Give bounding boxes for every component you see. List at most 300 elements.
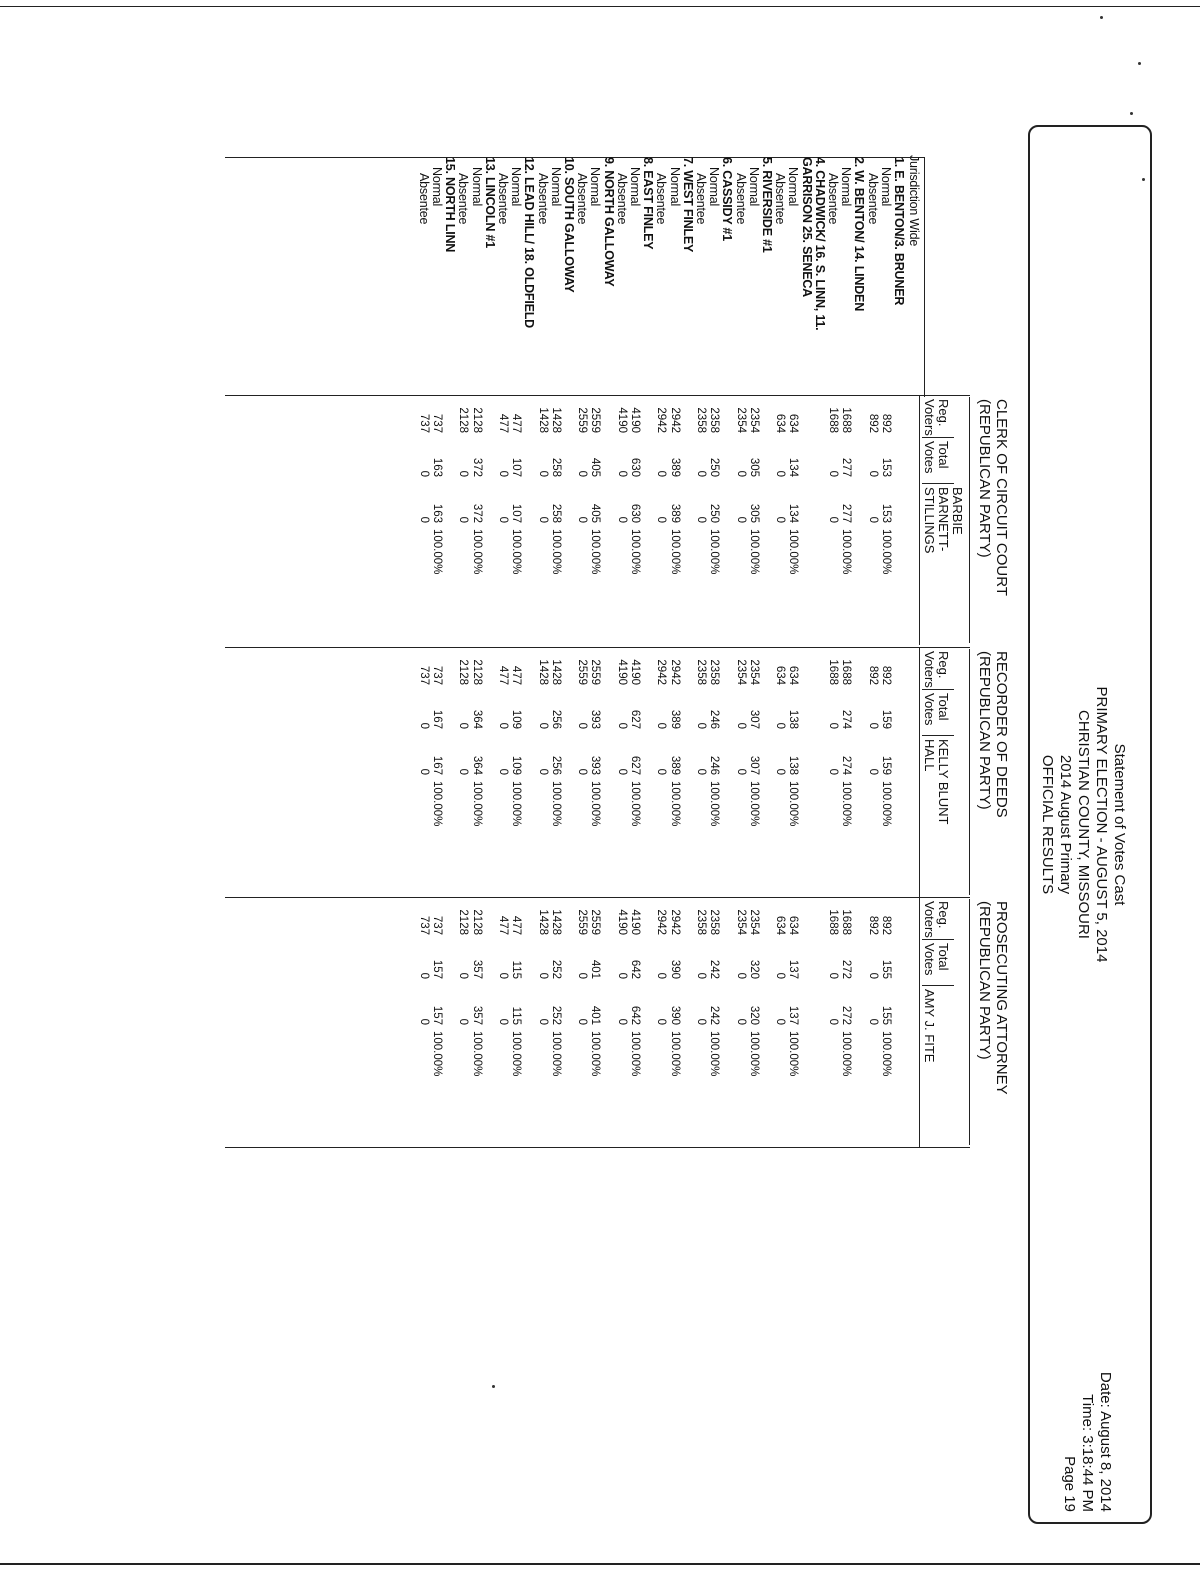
candidate-votes-value: 630 — [629, 503, 641, 523]
registered-voters-value: 2559 — [576, 407, 589, 433]
candidate-votes-value: 0 — [615, 516, 628, 523]
registered-voters-value: 1428 — [536, 407, 549, 433]
candidate-votes-value: 0 — [695, 516, 707, 523]
vote-type-label: Normal — [588, 167, 603, 207]
candidate-percent-value: 100.00% — [549, 781, 562, 827]
total-votes-value: 138 — [787, 709, 800, 729]
column-rule — [922, 689, 954, 690]
registered-voters-value: 892 — [879, 413, 892, 433]
total-votes-value: 0 — [695, 722, 707, 729]
candidate-votes-value: 167 — [431, 755, 443, 775]
registered-voters-value: 2128 — [470, 909, 483, 935]
column-rule — [922, 437, 954, 438]
reg-voters-header: Reg. — [936, 399, 951, 427]
candidate-percent-value: 100.00% — [589, 1031, 602, 1077]
vote-type-label: Absentee — [456, 173, 471, 225]
registered-voters-value: 892 — [879, 915, 892, 935]
candidate-percent-value: 100.00% — [879, 781, 892, 827]
jurisdiction-column-header: Jurisdiction Wide — [907, 155, 921, 247]
candidate-votes-value: 155 — [879, 1005, 892, 1025]
race-title: RECORDER OF DEEDS — [993, 651, 1010, 818]
jurisdiction-name: 5. RIVERSIDE #1 — [760, 157, 774, 253]
vote-type-label: Absentee — [496, 173, 510, 225]
candidate-votes-value: 138 — [787, 755, 800, 775]
candidate-percent-value: 100.00% — [668, 529, 681, 575]
registered-voters-value: 892 — [866, 665, 879, 685]
candidate-votes-value: 0 — [695, 1018, 707, 1025]
candidate-votes-value: 0 — [774, 768, 787, 775]
registered-voters-value: 892 — [879, 665, 892, 685]
registered-voters-value: 477 — [510, 915, 523, 935]
candidate-votes-value: 389 — [668, 503, 681, 523]
candidate-votes-value: 0 — [417, 1018, 430, 1025]
scan-speck — [1138, 62, 1141, 65]
registered-voters-value: 2354 — [734, 407, 747, 433]
total-votes-value: 252 — [549, 959, 562, 979]
total-votes-value: 0 — [497, 470, 509, 477]
candidate-votes-value: 274 — [840, 755, 853, 775]
candidate-votes-value: 401 — [589, 1005, 602, 1025]
registered-voters-value: 634 — [774, 915, 787, 935]
vote-type-label: Normal — [430, 167, 444, 207]
vote-type-label: Normal — [548, 167, 563, 207]
registered-voters-value: 2128 — [470, 659, 483, 685]
candidate-votes-value: 0 — [457, 768, 470, 775]
candidate-percent-value: 100.00% — [510, 529, 523, 575]
total-votes-value: 0 — [576, 722, 589, 729]
total-votes-value: 627 — [629, 709, 641, 729]
race-title: CLERK OF CIRCUIT COURT — [993, 399, 1010, 596]
candidate-votes-value: 0 — [457, 1018, 470, 1025]
registered-voters-value: 2358 — [695, 407, 707, 433]
registered-voters-value: 737 — [431, 915, 443, 935]
total-votes-value: 0 — [536, 722, 549, 729]
county-name: CHRISTIAN COUNTY, MISSOURI — [1075, 710, 1092, 939]
total-votes-value: 305 — [747, 457, 760, 477]
total-votes-value: 372 — [470, 457, 483, 477]
candidate-header: KELLY BLUNT — [936, 739, 951, 825]
registered-voters-value: 2358 — [708, 407, 721, 433]
candidate-votes-value: 157 — [431, 1005, 443, 1025]
race-title: PROSECUTING ATTORNEY — [993, 901, 1010, 1095]
scan-speck — [1100, 16, 1103, 19]
registered-voters-value: 1688 — [840, 909, 853, 935]
candidate-votes-value: 0 — [866, 1018, 879, 1025]
registered-voters-value: 2354 — [747, 659, 760, 685]
candidate-votes-value: 0 — [457, 516, 470, 523]
vote-type-label: Normal — [839, 167, 854, 207]
registered-voters-value: 2559 — [576, 659, 589, 685]
total-votes-value: 0 — [615, 972, 628, 979]
registered-voters-value: 4190 — [615, 659, 628, 685]
race-title-rule — [969, 649, 970, 895]
candidate-percent-value: 100.00% — [549, 1031, 562, 1077]
registered-voters-value: 477 — [510, 665, 523, 685]
candidate-votes-value: 0 — [536, 768, 549, 775]
total-votes-value: 307 — [747, 709, 760, 729]
registered-voters-value: 1688 — [827, 909, 839, 935]
candidate-votes-value: 153 — [879, 503, 892, 523]
registered-voters-value: 2942 — [668, 909, 681, 935]
race-title-rule — [969, 397, 970, 643]
total-votes-value: 256 — [549, 709, 562, 729]
total-votes-value: 0 — [457, 972, 470, 979]
candidate-votes-value: 627 — [629, 755, 641, 775]
candidate-votes-value: 0 — [655, 516, 668, 523]
registered-voters-value: 4190 — [629, 659, 641, 685]
registered-voters-value: 2942 — [668, 659, 681, 685]
registered-voters-value: 2128 — [457, 407, 470, 433]
registered-voters-value: 1428 — [549, 407, 562, 433]
registered-voters-value: 2942 — [655, 909, 668, 935]
reg-voters-header: Voters — [922, 901, 937, 938]
election-subtitle: 2014 August Primary — [1057, 754, 1074, 895]
registered-voters-value: 634 — [774, 665, 787, 685]
total-votes-value: 389 — [668, 457, 681, 477]
vote-type-label: Normal — [667, 167, 682, 207]
registered-voters-value: 1428 — [536, 909, 549, 935]
candidate-votes-value: 0 — [734, 516, 747, 523]
registered-voters-value: 4190 — [615, 909, 628, 935]
candidate-percent-value: 100.00% — [431, 529, 443, 575]
report-header-box — [1028, 125, 1152, 1524]
total-votes-header: Total — [936, 693, 951, 721]
candidate-percent-value: 100.00% — [629, 781, 641, 827]
candidate-percent-value: 100.00% — [747, 781, 760, 827]
total-votes-value: 0 — [827, 972, 839, 979]
candidate-votes-value: 0 — [536, 516, 549, 523]
registered-voters-value: 737 — [431, 413, 443, 433]
candidate-percent-value: 100.00% — [470, 781, 483, 827]
column-rule — [922, 985, 954, 986]
jurisdiction-name: 4. CHADWICK/ 16. S. LINN, 11. — [812, 157, 827, 331]
candidate-votes-value: 364 — [470, 755, 483, 775]
candidate-percent-value: 100.00% — [787, 781, 800, 827]
total-votes-value: 320 — [747, 959, 760, 979]
vote-type-label: Normal — [509, 167, 524, 207]
candidate-percent-value: 100.00% — [510, 1031, 523, 1077]
total-votes-value: 155 — [879, 959, 892, 979]
column-header-rule — [919, 647, 920, 897]
total-votes-header: Votes — [922, 943, 937, 976]
total-votes-value: 0 — [615, 722, 628, 729]
candidate-header: BARNETT- — [936, 487, 951, 552]
registered-voters-value: 1428 — [536, 659, 549, 685]
total-votes-value: 0 — [457, 722, 470, 729]
candidate-votes-value: 134 — [787, 503, 800, 523]
candidate-percent-value: 100.00% — [840, 781, 853, 827]
candidate-votes-value: 256 — [549, 755, 562, 775]
candidate-votes-value: 272 — [840, 1005, 853, 1025]
candidate-votes-value: 390 — [668, 1005, 681, 1025]
candidate-votes-value: 0 — [497, 516, 509, 523]
total-votes-value: 0 — [655, 972, 668, 979]
candidate-votes-value: 0 — [734, 768, 747, 775]
candidate-percent-value: 100.00% — [668, 1031, 681, 1077]
candidate-header: STILLINGS — [922, 487, 937, 554]
registered-voters-value: 1428 — [549, 909, 562, 935]
total-votes-value: 0 — [827, 470, 839, 477]
vote-type-label: Absentee — [694, 173, 708, 225]
candidate-votes-value: 0 — [827, 1018, 839, 1025]
registered-voters-value: 2358 — [708, 659, 721, 685]
reg-voters-header: Reg. — [936, 901, 951, 929]
candidate-percent-value: 100.00% — [629, 1031, 641, 1077]
candidate-percent-value: 100.00% — [840, 529, 853, 575]
total-votes-value: 0 — [457, 470, 470, 477]
total-votes-value: 157 — [431, 959, 443, 979]
jurisdiction-name: 8. EAST FINLEY — [641, 157, 656, 250]
vote-type-label: Absentee — [575, 173, 590, 225]
total-votes-value: 0 — [655, 722, 668, 729]
race-party: (REPUBLICAN PARTY) — [976, 651, 993, 810]
total-votes-value: 0 — [866, 972, 879, 979]
candidate-percent-value: 100.00% — [431, 1031, 443, 1077]
registered-voters-value: 2128 — [457, 909, 470, 935]
candidate-percent-value: 100.00% — [589, 529, 602, 575]
candidate-votes-value: 137 — [787, 1005, 800, 1025]
reg-voters-header: Voters — [922, 399, 937, 436]
registered-voters-value: 737 — [431, 665, 443, 685]
candidate-votes-value: 159 — [879, 755, 892, 775]
candidate-votes-value: 250 — [708, 503, 721, 523]
total-votes-value: 0 — [655, 470, 668, 477]
candidate-percent-value: 100.00% — [708, 529, 721, 575]
total-votes-value: 0 — [774, 470, 787, 477]
total-votes-value: 0 — [417, 722, 430, 729]
candidate-percent-value: 100.00% — [840, 1031, 853, 1077]
candidate-percent-value: 100.00% — [879, 1031, 892, 1077]
registered-voters-value: 477 — [497, 915, 509, 935]
report-time: Time: 3:18:44 PM — [1079, 1394, 1096, 1512]
jurisdiction-name: 12. LEAD HILL/ 18. OLDFIELD — [522, 157, 537, 329]
total-votes-value: 0 — [827, 722, 839, 729]
total-votes-value: 109 — [510, 709, 523, 729]
registered-voters-value: 1688 — [827, 407, 839, 433]
registered-voters-value: 2942 — [655, 407, 668, 433]
total-votes-value: 0 — [615, 470, 628, 477]
report-title: Statement of Votes Cast — [1111, 743, 1128, 906]
report-date: Date: August 8, 2014 — [1097, 1371, 1114, 1512]
vote-type-label: Absentee — [535, 173, 550, 225]
registered-voters-value: 2358 — [708, 909, 721, 935]
registered-voters-value: 4190 — [629, 909, 641, 935]
total-votes-value: 163 — [431, 457, 443, 477]
column-rule — [922, 483, 954, 484]
vote-type-label: Normal — [786, 167, 801, 207]
registered-voters-value: 2559 — [589, 659, 602, 685]
total-votes-value: 0 — [866, 470, 879, 477]
candidate-votes-value: 0 — [734, 1018, 747, 1025]
registered-voters-value: 634 — [787, 413, 800, 433]
column-header-rule — [919, 897, 920, 1147]
total-votes-value: 153 — [879, 457, 892, 477]
candidate-votes-value: 246 — [708, 755, 721, 775]
candidate-votes-value: 642 — [629, 1005, 641, 1025]
total-votes-value: 0 — [536, 470, 549, 477]
candidate-percent-value: 100.00% — [470, 529, 483, 575]
registered-voters-value: 892 — [866, 413, 879, 433]
registered-voters-value: 634 — [787, 665, 800, 685]
candidate-percent-value: 100.00% — [629, 529, 641, 575]
vote-type-label: Normal — [707, 167, 722, 207]
vote-type-label: Absentee — [733, 173, 748, 225]
candidate-percent-value: 100.00% — [431, 781, 443, 827]
column-rule — [922, 939, 954, 940]
registered-voters-value: 634 — [787, 915, 800, 935]
total-votes-value: 390 — [668, 959, 681, 979]
total-votes-value: 115 — [510, 960, 523, 979]
candidate-votes-value: 115 — [510, 1006, 523, 1025]
total-votes-value: 0 — [576, 972, 589, 979]
registered-voters-value: 477 — [497, 413, 509, 433]
candidate-votes-value: 0 — [417, 768, 430, 775]
candidate-header: BARBIE — [950, 487, 965, 535]
candidate-votes-value: 0 — [576, 1018, 589, 1025]
candidate-votes-value: 109 — [510, 755, 523, 775]
candidate-percent-value: 100.00% — [549, 529, 562, 575]
total-votes-value: 258 — [549, 457, 562, 477]
jurisdiction-name: 9. NORTH GALLOWAY — [601, 157, 616, 287]
election-name: PRIMARY ELECTION - AUGUST 5, 2014 — [1093, 686, 1110, 963]
total-votes-value: 0 — [734, 722, 747, 729]
registered-voters-value: 737 — [417, 915, 430, 935]
total-votes-value: 630 — [629, 457, 641, 477]
candidate-votes-value: 0 — [417, 516, 430, 523]
vote-type-label: Normal — [469, 167, 484, 207]
registered-voters-value: 2942 — [655, 659, 668, 685]
candidate-votes-value: 307 — [747, 755, 760, 775]
candidate-percent-value: 100.00% — [787, 1031, 800, 1077]
jurisdiction-name: 15. NORTH LINN — [443, 157, 458, 253]
registered-voters-value: 1688 — [840, 407, 853, 433]
total-votes-value: 250 — [708, 457, 721, 477]
total-votes-value: 0 — [417, 470, 430, 477]
candidate-percent-value: 100.00% — [668, 781, 681, 827]
label-top-rule — [924, 157, 925, 397]
vote-type-label: Absentee — [826, 173, 840, 225]
total-votes-value: 0 — [734, 470, 747, 477]
total-votes-value: 242 — [708, 959, 721, 979]
total-votes-value: 389 — [668, 709, 681, 729]
total-votes-value: 401 — [589, 959, 602, 979]
candidate-percent-value: 100.00% — [708, 1031, 721, 1077]
total-votes-value: 0 — [695, 470, 707, 477]
total-votes-value: 405 — [589, 457, 602, 477]
candidate-percent-value: 100.00% — [510, 781, 523, 827]
total-votes-header: Total — [936, 943, 951, 971]
total-votes-value: 137 — [787, 959, 800, 979]
total-votes-value: 0 — [576, 470, 589, 477]
candidate-votes-value: 0 — [866, 516, 879, 523]
total-votes-value: 0 — [695, 972, 707, 979]
registered-voters-value: 2559 — [589, 909, 602, 935]
candidate-votes-value: 389 — [668, 755, 681, 775]
candidate-votes-value: 0 — [655, 768, 668, 775]
total-votes-value: 277 — [840, 457, 853, 477]
candidate-percent-value: 100.00% — [747, 529, 760, 575]
candidate-votes-value: 163 — [431, 503, 443, 523]
candidate-votes-value: 0 — [695, 768, 707, 775]
registered-voters-value: 2128 — [470, 407, 483, 433]
total-votes-value: 642 — [629, 959, 641, 979]
total-votes-value: 274 — [840, 709, 853, 729]
total-votes-value: 0 — [774, 972, 787, 979]
registered-voters-value: 2358 — [695, 659, 707, 685]
candidate-votes-value: 372 — [470, 503, 483, 523]
registered-voters-value: 2128 — [457, 659, 470, 685]
total-votes-value: 0 — [734, 972, 747, 979]
total-votes-value: 246 — [708, 709, 721, 729]
candidate-votes-value: 0 — [774, 1018, 787, 1025]
column-header-rule — [919, 395, 920, 645]
jurisdiction-name: 10. SOUTH GALLOWAY — [562, 157, 576, 293]
candidate-votes-value: 242 — [708, 1005, 721, 1025]
registered-voters-value: 2559 — [589, 407, 602, 433]
candidate-header: HALL — [922, 739, 937, 772]
candidate-percent-value: 100.00% — [787, 529, 800, 575]
registered-voters-value: 2354 — [734, 909, 747, 935]
results-status: OFFICIAL RESULTS — [1039, 754, 1056, 895]
registered-voters-value: 477 — [497, 665, 509, 685]
total-votes-value: 0 — [497, 972, 509, 979]
registered-voters-value: 1688 — [840, 659, 853, 685]
vote-type-label: Normal — [878, 167, 893, 207]
registered-voters-value: 2559 — [576, 909, 589, 935]
registered-voters-value: 4190 — [615, 407, 628, 433]
jurisdiction-name: 6. CASSIDY #1 — [720, 157, 735, 242]
race-party: (REPUBLICAN PARTY) — [976, 399, 993, 558]
total-votes-header: Total — [936, 441, 951, 469]
total-votes-value: 0 — [774, 722, 787, 729]
candidate-header: AMY J. FITE — [922, 989, 937, 1063]
total-votes-value: 159 — [879, 709, 892, 729]
reg-voters-header: Voters — [922, 651, 937, 688]
total-votes-header: Votes — [922, 693, 937, 726]
jurisdiction-name: 13. LINCOLN #1 — [482, 157, 497, 248]
page-number: Page 19 — [1061, 1456, 1078, 1512]
candidate-votes-value: 0 — [774, 516, 787, 523]
jurisdiction-name: 1. E. BENTON/3. BRUNER — [892, 157, 906, 306]
total-votes-header: Votes — [922, 441, 937, 474]
total-votes-value: 393 — [589, 709, 602, 729]
total-votes-value: 107 — [510, 457, 523, 477]
candidate-votes-value: 0 — [827, 768, 839, 775]
column-rule — [922, 735, 954, 736]
candidate-votes-value: 0 — [576, 516, 589, 523]
total-votes-value: 0 — [417, 972, 430, 979]
reg-voters-header: Reg. — [936, 651, 951, 679]
candidate-votes-value: 405 — [589, 503, 602, 523]
registered-voters-value: 2354 — [747, 909, 760, 935]
candidate-votes-value: 0 — [497, 1018, 509, 1025]
registered-voters-value: 2354 — [734, 659, 747, 685]
candidate-percent-value: 100.00% — [747, 1031, 760, 1077]
candidate-votes-value: 107 — [510, 503, 523, 523]
candidate-percent-value: 100.00% — [589, 781, 602, 827]
vote-type-label: Absentee — [773, 173, 788, 225]
total-votes-value: 0 — [497, 722, 509, 729]
total-votes-value: 0 — [536, 972, 549, 979]
candidate-percent-value: 100.00% — [708, 781, 721, 827]
registered-voters-value: 2358 — [695, 909, 707, 935]
candidate-votes-value: 0 — [655, 1018, 668, 1025]
candidate-votes-value: 0 — [497, 768, 509, 775]
candidate-votes-value: 0 — [536, 1018, 549, 1025]
vote-type-label: Normal — [628, 167, 642, 207]
vote-type-label: Normal — [746, 167, 761, 207]
candidate-votes-value: 0 — [866, 768, 879, 775]
